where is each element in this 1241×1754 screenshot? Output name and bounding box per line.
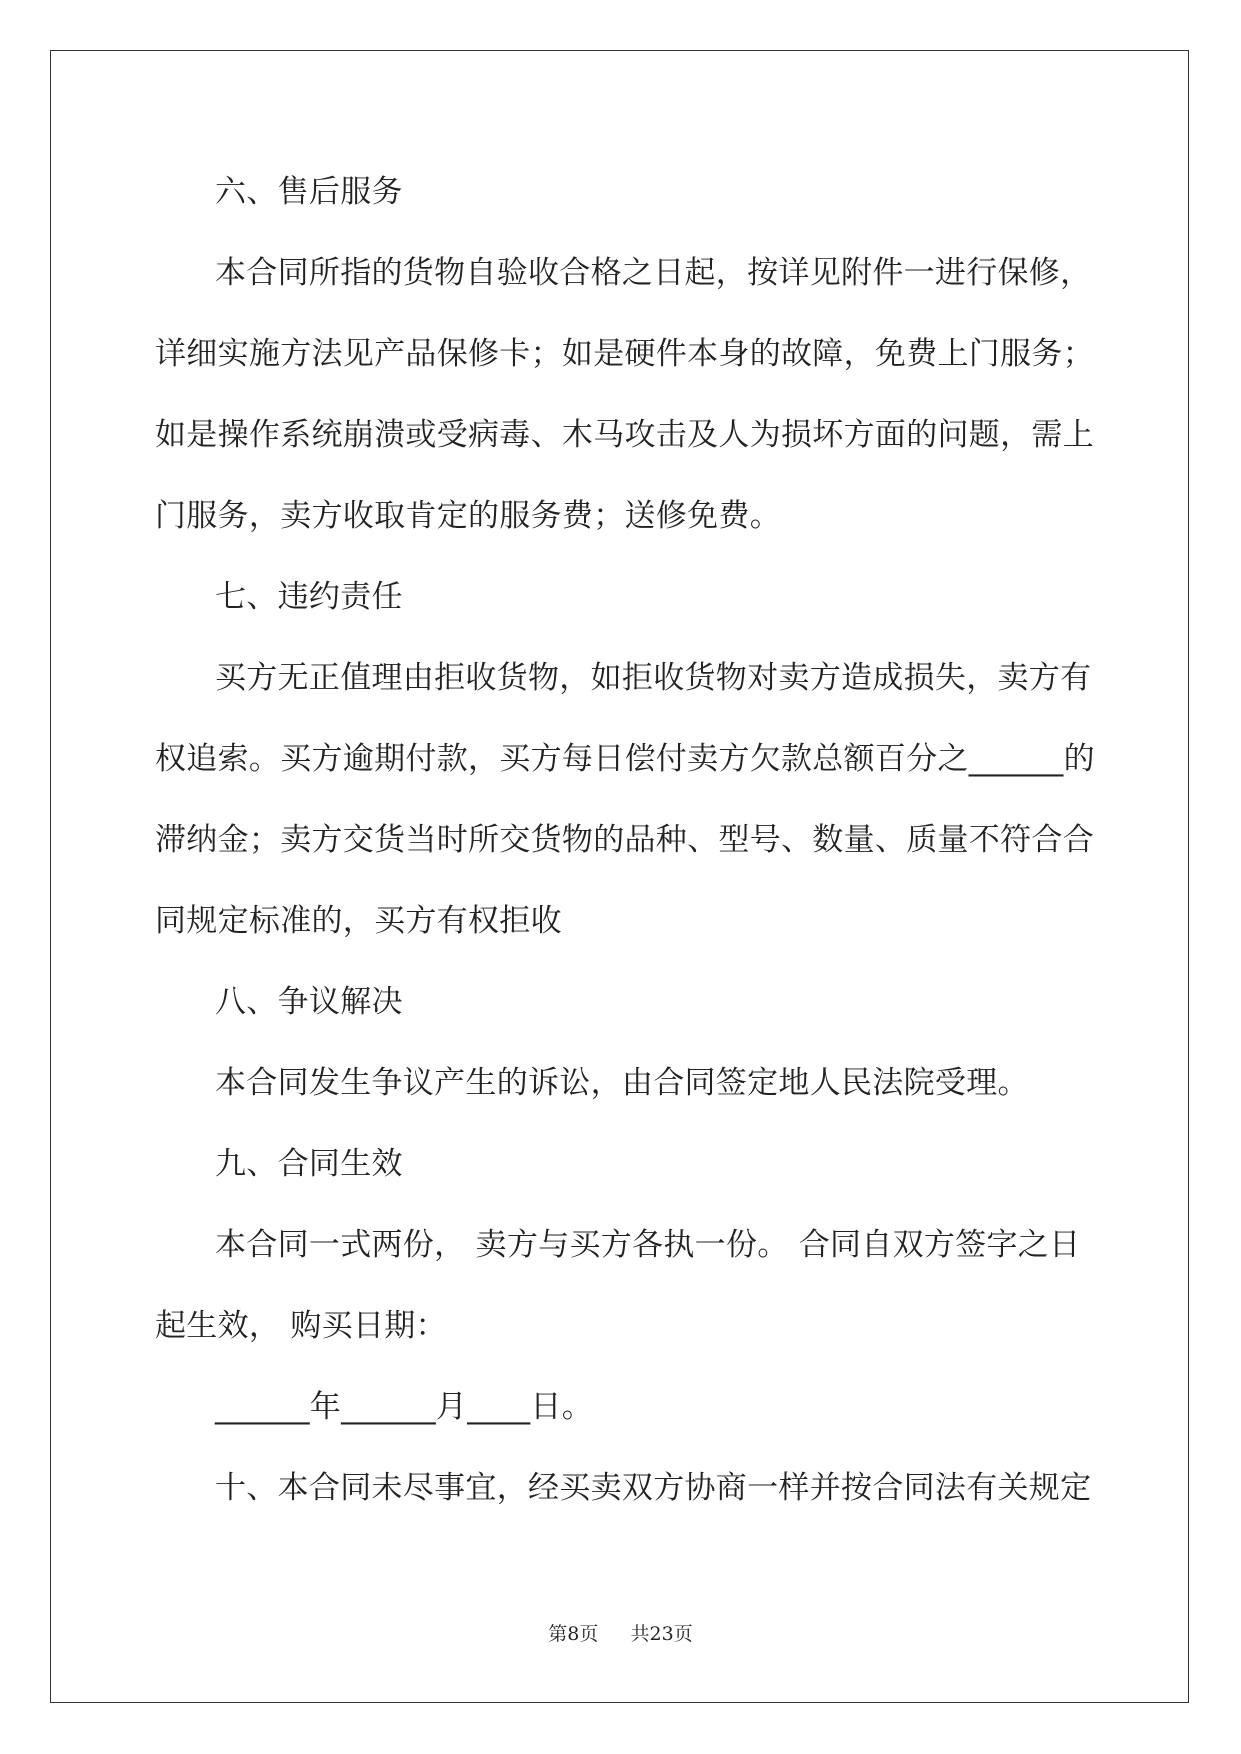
paragraph-line: 本合同发生争议产生的诉讼，由合同签定地人民法院受理。 [215, 1065, 1029, 1101]
paragraph-line: 权追索。买方逾期付款，买方每日偿付卖方欠款总额百分之______的 [155, 741, 1095, 777]
paragraph-line: 同规定标准的，买方有权拒收 [155, 903, 562, 939]
section-heading-breach: 七、违约责任 [215, 579, 403, 615]
section-heading-dispute: 八、争议解决 [215, 984, 403, 1020]
paragraph-line: 滞纳金；卖方交货当时所交货物的品种、型号、数量、质量不符合合 [155, 822, 1094, 858]
page-total: 共23页 [630, 1623, 693, 1645]
paragraph-line: 买方无正值理由拒收货物，如拒收货物对卖方造成损失，卖方有 [215, 660, 1092, 696]
page-number: 第8页 [548, 1623, 599, 1645]
date-blank-line: ______年______月____日。 [215, 1389, 593, 1425]
paragraph-line: 如是操作系统崩溃或受病毒、木马攻击及人为损坏方面的问题，需上 [155, 417, 1094, 453]
paragraph-line: 门服务，卖方收取肯定的服务费；送修免费。 [155, 498, 781, 534]
page-footer [0, 1622, 1241, 1646]
paragraph-line: 本合同所指的货物自验收合格之日起，按详见附件一进行保修， [215, 255, 1092, 291]
page-border [50, 50, 1189, 1703]
section-heading-after-sales: 六、售后服务 [215, 174, 403, 210]
section-heading-misc: 十、本合同未尽事宜，经买卖双方协商一样并按合同法有关规定 [215, 1470, 1092, 1506]
section-heading-effective: 九、合同生效 [215, 1146, 403, 1182]
paragraph-line: 本合同一式两份， 卖方与买方各执一份。 合同自双方签字之日 [215, 1227, 1081, 1263]
paragraph-line: 起生效， 购买日期： [155, 1308, 447, 1344]
paragraph-line: 详细实施方法见产品保修卡；如是硬件本身的故障，免费上门服务； [155, 336, 1094, 372]
